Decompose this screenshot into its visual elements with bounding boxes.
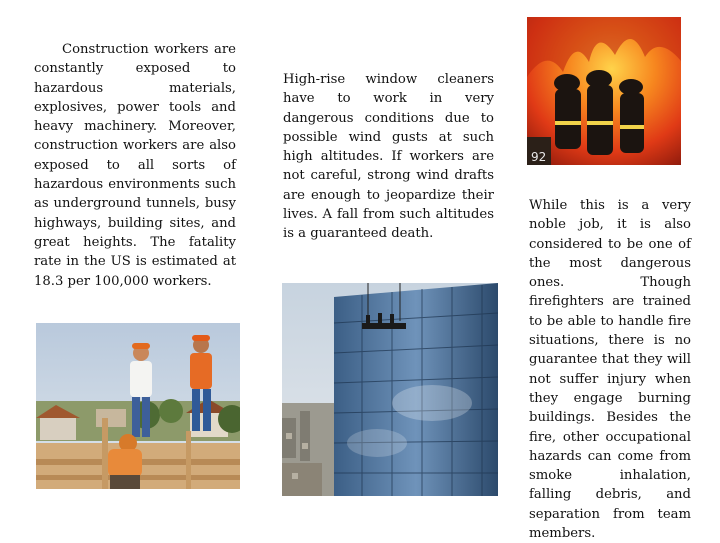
window-cleaners-paragraph: High-rise window cleaners have to work in very dangerous conditions due to possible wind gusts at such high altitudes. If workers are not careful, strong wind drafts are enough to jeopardize their lives. A fall from such altitudes is a guaranteed death. [283,72,494,242]
construction-workers-photo [36,323,240,489]
window-cleaners-photo [282,283,498,496]
firefighters-photo [527,17,681,165]
construction-paragraph: Construction workers are constantly exposed to hazardous materials, explosives, power tools and heavy machinery. Moreover, construction workers are also exposed to all sorts of hazardous environments such as underground tunnels, busy highways, building sites, and great heights. The fatality rate in the US is estimated at 18.3 per 100,000 workers. [34,42,236,289]
firefighters-paragraph: While this is a very noble job, it is also considered to be one of the most dangerous ones. Though firefighters are trained to be able to handle fire situations, there is no guarantee that they will not suffer injury when they engage burning buildings. Besides the fire, other occupational hazards can come from smoke inhalation, falling debris, and separation from team members. [529,198,691,542]
helmet-number: 92 [531,150,547,164]
